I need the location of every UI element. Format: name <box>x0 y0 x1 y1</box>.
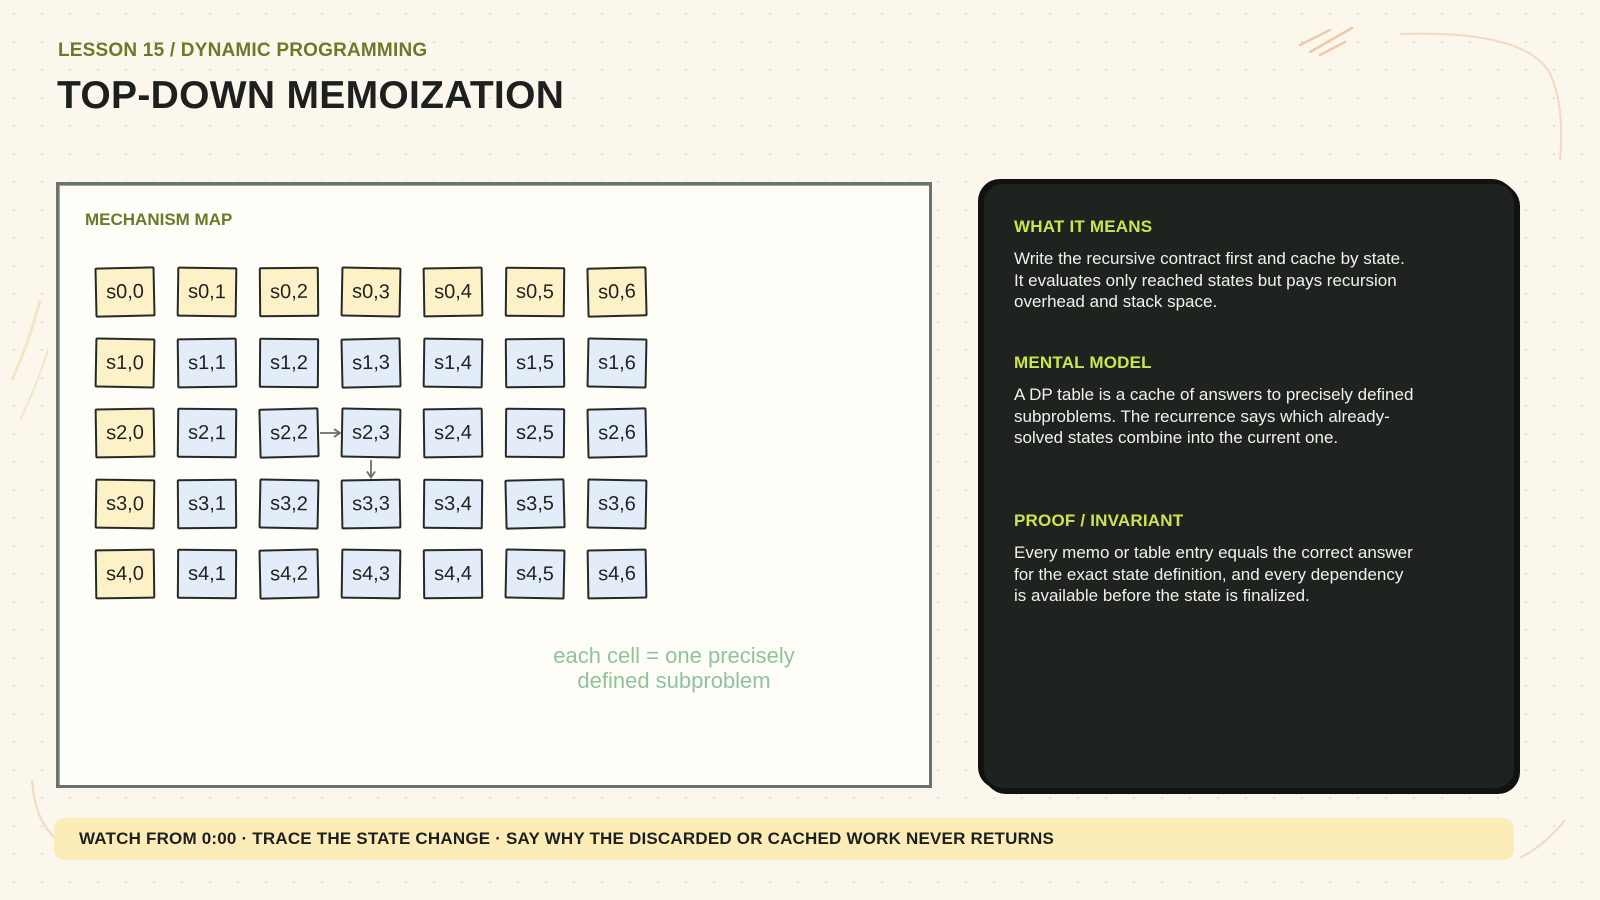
dp-cell-s0-5: s0,5 <box>505 267 566 318</box>
section-heading-what-it-means: WHAT IT MEANS <box>1014 217 1153 236</box>
mechanism-map-panel <box>56 182 932 788</box>
instruction-footer <box>54 818 1514 860</box>
dp-cell-s0-1: s0,1 <box>177 267 238 318</box>
dp-cell-s3-0: s3,0 <box>95 478 156 529</box>
dp-cell-s0-0: s0,0 <box>94 266 155 317</box>
grid-caption <box>529 643 819 693</box>
lesson-breadcrumb: LESSON 15 / DYNAMIC PROGRAMMING <box>58 40 428 61</box>
dp-cell-s1-0: s1,0 <box>95 337 156 388</box>
dp-cell-s2-4: s2,4 <box>423 408 484 459</box>
concept-info-panel <box>981 181 1517 791</box>
section-heading-proof-invariant: PROOF / INVARIANT <box>1014 511 1184 530</box>
dp-cell-s4-1: s4,1 <box>177 549 237 599</box>
dp-cell-s1-5: s1,5 <box>505 337 565 388</box>
grid-caption-line-2: defined subproblem <box>577 668 771 693</box>
section-body-mental-model: A DP table is a cache of answers to precisely defined subproblems. The recurrence says which already-solved states combine into the current one. <box>1014 385 1414 447</box>
dp-cell-s2-2: s2,2 <box>258 407 319 458</box>
dp-cell-s3-2: s3,2 <box>259 478 320 529</box>
dp-cell-s3-4: s3,4 <box>423 478 484 529</box>
dp-cell-s1-1: s1,1 <box>177 337 238 388</box>
dp-cell-s4-0: s4,0 <box>95 549 156 600</box>
dependency-arrows <box>95 267 695 607</box>
dp-cell-s0-2: s0,2 <box>259 267 319 318</box>
dp-cell-s0-4: s0,4 <box>423 267 484 318</box>
dp-cell-s4-4: s4,4 <box>423 549 483 600</box>
dp-cell-s1-2: s1,2 <box>259 337 319 387</box>
dp-cell-s2-1: s2,1 <box>177 408 238 459</box>
dp-cell-s4-5: s4,5 <box>505 548 566 599</box>
dp-cell-s3-6: s3,6 <box>587 478 648 529</box>
dp-cell-s3-1: s3,1 <box>177 478 237 529</box>
dp-cell-s3-5: s3,5 <box>504 478 565 529</box>
page-title: TOP-DOWN MEMOIZATION <box>57 74 565 117</box>
dp-cell-s1-6: s1,6 <box>587 337 648 388</box>
dp-cell-s1-3: s1,3 <box>340 337 401 388</box>
dp-cell-s2-3: s2,3 <box>341 407 402 458</box>
section-body-proof-invariant: Every memo or table entry equals the correct answer for the exact state definition, and every dependency is available before the state is finalized. <box>1014 543 1413 605</box>
dp-cell-s1-4: s1,4 <box>423 337 484 388</box>
instruction-footer-text: WATCH FROM 0:00 · TRACE THE STATE CHANGE · SAY WHY THE DISCARDED OR CACHED WORK NEVER RETURNS <box>79 829 1055 848</box>
dp-cell-s3-3: s3,3 <box>341 478 402 529</box>
grid-caption-line-1: each cell = one precisely <box>553 643 795 668</box>
dp-cell-s2-0: s2,0 <box>95 408 156 459</box>
dp-cell-s4-3: s4,3 <box>341 549 402 600</box>
dp-cell-s0-6: s0,6 <box>586 266 647 317</box>
section-body-what-it-means: Write the recursive contract first and cache by state. It evaluates only reached states but pays recursion overhead and stack space. <box>1014 249 1405 311</box>
dp-cell-s4-2: s4,2 <box>258 548 319 599</box>
mechanism-map-label: MECHANISM MAP <box>85 210 233 229</box>
dp-cell-s4-6: s4,6 <box>587 549 648 600</box>
dp-cell-s0-3: s0,3 <box>341 266 402 317</box>
section-heading-mental-model: MENTAL MODEL <box>1014 353 1152 372</box>
dp-cell-s2-6: s2,6 <box>586 407 647 458</box>
dp-cell-s2-5: s2,5 <box>505 408 565 458</box>
